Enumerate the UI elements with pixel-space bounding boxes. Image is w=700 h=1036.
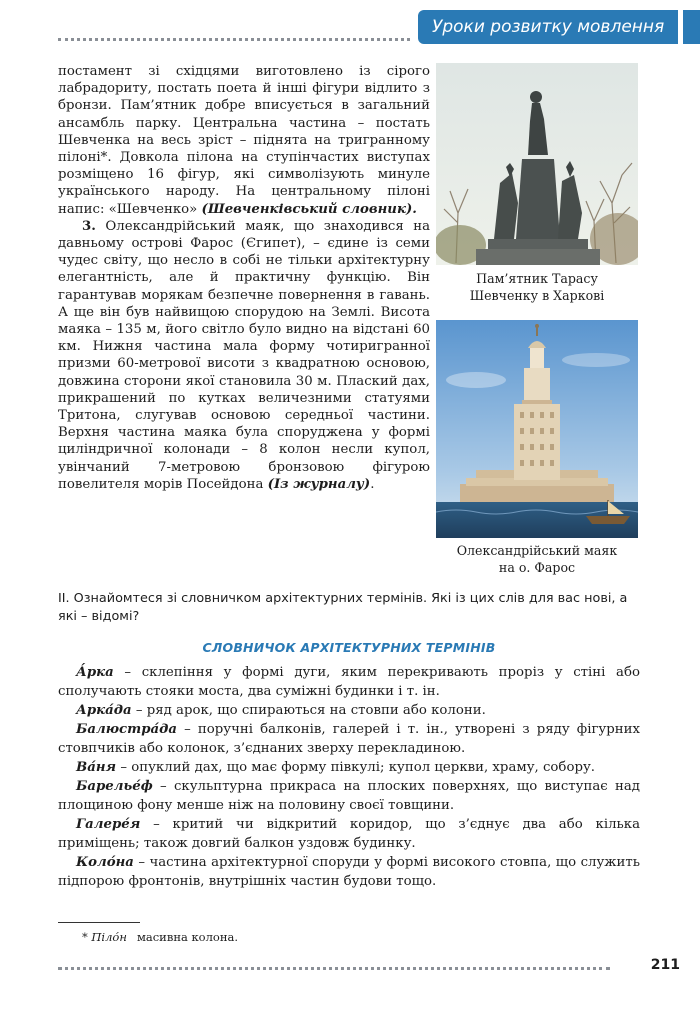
footnote-term: * Піло́н: [82, 930, 127, 944]
footnote-rule: [58, 922, 140, 923]
task-instruction: ІІ. Ознайомтеся зі словничком архітектурних термінів. Які із цих слів для вас нові, а які – відомі?: [58, 591, 628, 624]
vocab-entry: Коло́на – частина архітектурної споруди у формі високого стовпа, що служить підпорою фронтонів, внутрішніх частин будови тощо.: [58, 855, 640, 889]
paragraph-monument: постамент зі східцями виготовлено із сірого лабрадориту, постать поета й інші фігури відлито з бронзи. Пам’ятник добре вписується в загальний ансамбль парку. Центральна частина – постать Шевченка на весь зріст – піднята на тригранному пілоні*. Довкола пілона на ступінчастих виступах розміщено 16 фігур, які символізують минуле українського народу. На центральному пілоні напис: «Шевченко» (Шевченківський словник).: [58, 64, 430, 217]
paragraph-number: 3.: [82, 218, 96, 234]
page-number: 211: [650, 957, 680, 973]
header-edge-bar: [683, 10, 700, 44]
footer-dotted-rule: [58, 967, 610, 970]
source-shevchenko-dictionary: (Шевченківський словник).: [201, 201, 417, 217]
section-title: Уроки розвитку мовлення: [432, 17, 665, 37]
vocabulary-list: [58, 663, 640, 891]
caption-shevchenko-monument: Пам’ятник Тарасу Шевченку в Харкові: [469, 271, 605, 303]
lighthouse-image: [436, 320, 638, 538]
vocab-entry: Балюстра́да – поручні балконів, галерей і т. ін., утворені з ряду фігурних стовпчиків або колонок, з’єднаних зверху перекладиною.: [58, 722, 640, 756]
paragraph-lighthouse: 3. Олександрійський маяк, що знаходився на давньому острові Фарос (Єгипет), – єдине із семи чудес світу, що несло в собі не тільки архітектурну елегантність, але й практичну функцію. Він гарантував морякам безпечне повернення в гавань. А ще він був найвищою спорудою на Землі. Висота маяка – 135 м, його світло було видно на відстані 60 км. Нижня частина мала форму чотиригранної призми 60-метрової висоти з квадратною основою, довжина сторони якої становила 30 м. Плаский дах, прикрашений по кутках величезними статуями Тритона, слугував основою середньої частини. Верхня частина маяка була споруджена у формі циліндричної колонади – 8 колон несли купол, увінчаний 7-метровою бронзовою фігурою повелителя морів Посейдона (Із журналу).: [58, 218, 430, 492]
main-text-column: [58, 63, 430, 493]
shevchenko-monument-image: [436, 63, 638, 265]
header-dotted-rule: [58, 38, 410, 41]
vocabulary-title: СЛОВНИЧОК АРХІТЕКТУРНИХ ТЕРМІНІВ: [202, 640, 496, 655]
vocab-entry: Барелье́ф – скульптурна прикраса на плоских поверхнях, що виступає над площиною фону менше ніж на половину своєї товщини.: [58, 779, 640, 813]
vocab-entry: Арка́да – ряд арок, що спираються на стовпи або колони.: [76, 703, 486, 718]
vocab-entry: Галере́я – критий чи відкритий коридор, що з’єднує два або кілька приміщень; також довгий балкон уздовж будинку.: [58, 817, 640, 851]
footnote: [82, 930, 238, 944]
caption-lighthouse: Олександрійський маяк на о. Фарос: [456, 543, 618, 575]
source-journal: (Із журналу): [267, 476, 371, 492]
vocab-entry: Ва́ня – опуклий дах, що має форму півкулі; купол церкви, храму, собору.: [76, 760, 596, 775]
vocab-entry: А́рка – склепіння у формі дуги, яким перекривають проріз у стіні або сполучають стояки моста, два суміжні будинки і т. ін.: [58, 665, 640, 699]
section-header-tab: [418, 10, 678, 44]
footnote-text: масивна колона.: [136, 930, 239, 944]
